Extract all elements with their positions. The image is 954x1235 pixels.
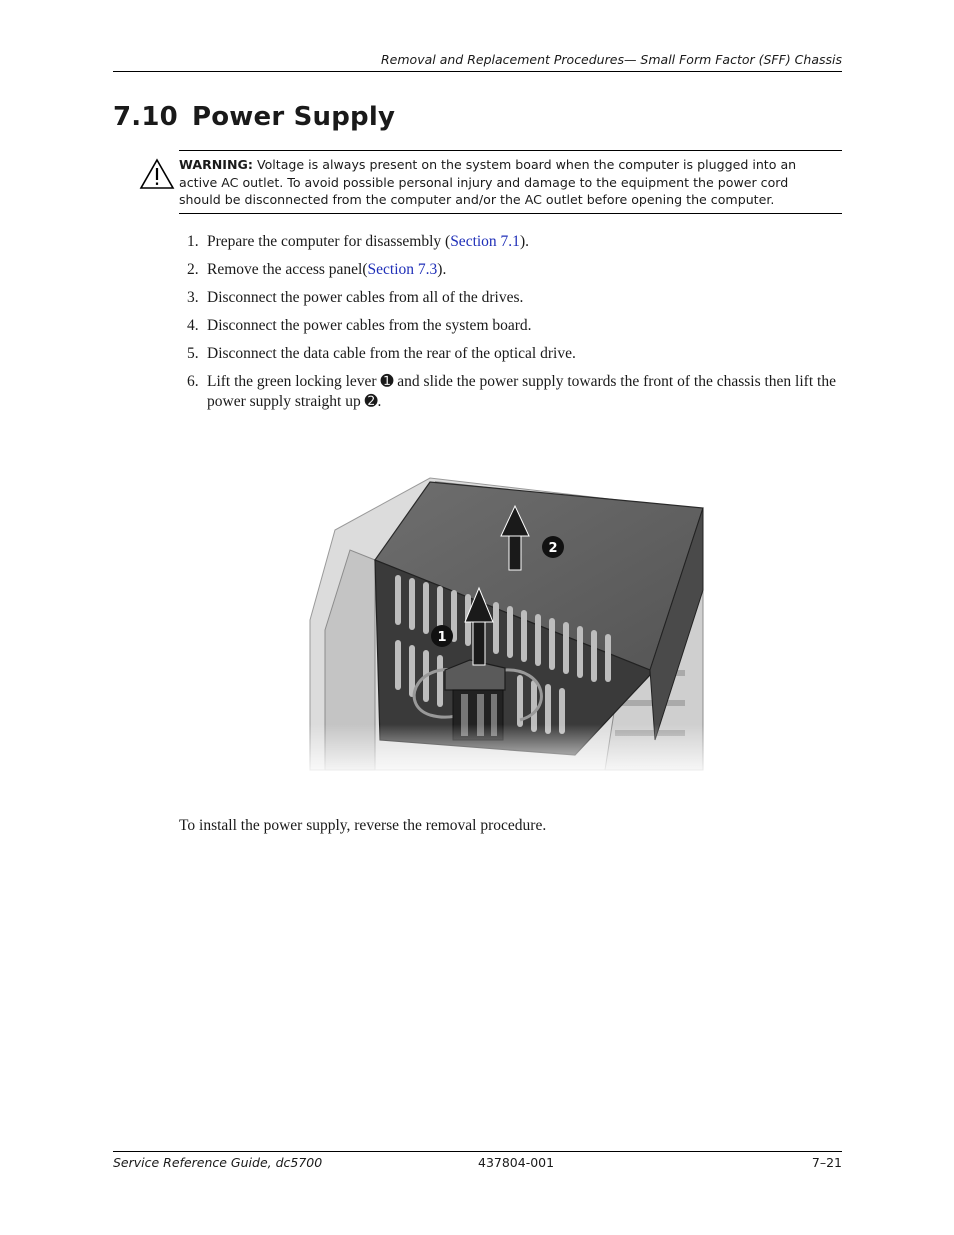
warning-top-rule xyxy=(179,150,842,151)
step-text: Disconnect the power cables from all of the drives. xyxy=(207,289,524,306)
footer-rule xyxy=(113,1151,842,1152)
step-number: 4. xyxy=(187,317,199,334)
step-text: Lift the green locking lever ➊ and slide the power supply towards the front of the chassis then lift the power supply straight up ➋. xyxy=(207,373,836,410)
header-rule xyxy=(113,71,842,72)
step-text: Remove the access panel( xyxy=(207,261,368,278)
step-item xyxy=(187,316,837,336)
section-7-1-link[interactable]: Section 7.1 xyxy=(450,233,520,250)
closing-note: To install the power supply, reverse the removal procedure. xyxy=(179,817,547,834)
step-item xyxy=(187,232,837,252)
warning-text xyxy=(179,156,819,209)
power-supply-illustration xyxy=(305,470,710,780)
warning-body: Voltage is always present on the system board when the computer is plugged into an active AC outlet. To avoid possible personal injury and damage to the equipment the power cord should be disconnected from the computer and/or the AC outlet before opening the computer. xyxy=(179,157,797,207)
step-item xyxy=(187,344,837,364)
step-item xyxy=(187,372,837,411)
step-number: 3. xyxy=(187,289,199,306)
step-text: Disconnect the data cable from the rear of the optical drive. xyxy=(207,345,576,362)
section-title xyxy=(113,102,395,132)
procedure-steps xyxy=(187,232,837,420)
warning-triangle-icon xyxy=(139,158,175,190)
step-item xyxy=(187,288,837,308)
warning-bottom-rule xyxy=(179,213,842,214)
step-number: 2. xyxy=(187,261,199,278)
step-text-end: ). xyxy=(437,261,447,278)
footer-guide-title: Service Reference Guide, dc5700 xyxy=(113,1155,323,1170)
warning-label: WARNING: xyxy=(179,157,253,172)
step-text: Prepare the computer for disassembly ( xyxy=(207,233,451,250)
section-title-text: Power Supply xyxy=(191,102,396,132)
running-header: Removal and Replacement Procedures— Small Form Factor (SFF) Chassis xyxy=(381,52,842,67)
step-number: 6. xyxy=(187,373,199,390)
step-number: 5. xyxy=(187,345,199,362)
footer-page-number: 7–21 xyxy=(811,1155,842,1170)
step-text-end: ). xyxy=(519,233,529,250)
warning-block xyxy=(113,150,842,214)
section-7-3-link[interactable]: Section 7.3 xyxy=(367,261,438,278)
footer-part-number: 437804-001 xyxy=(478,1155,555,1170)
step-number: 1. xyxy=(187,233,199,250)
section-number: 7.10 xyxy=(113,102,178,132)
step-item xyxy=(187,260,837,280)
step-text: Disconnect the power cables from the system board. xyxy=(207,317,532,334)
